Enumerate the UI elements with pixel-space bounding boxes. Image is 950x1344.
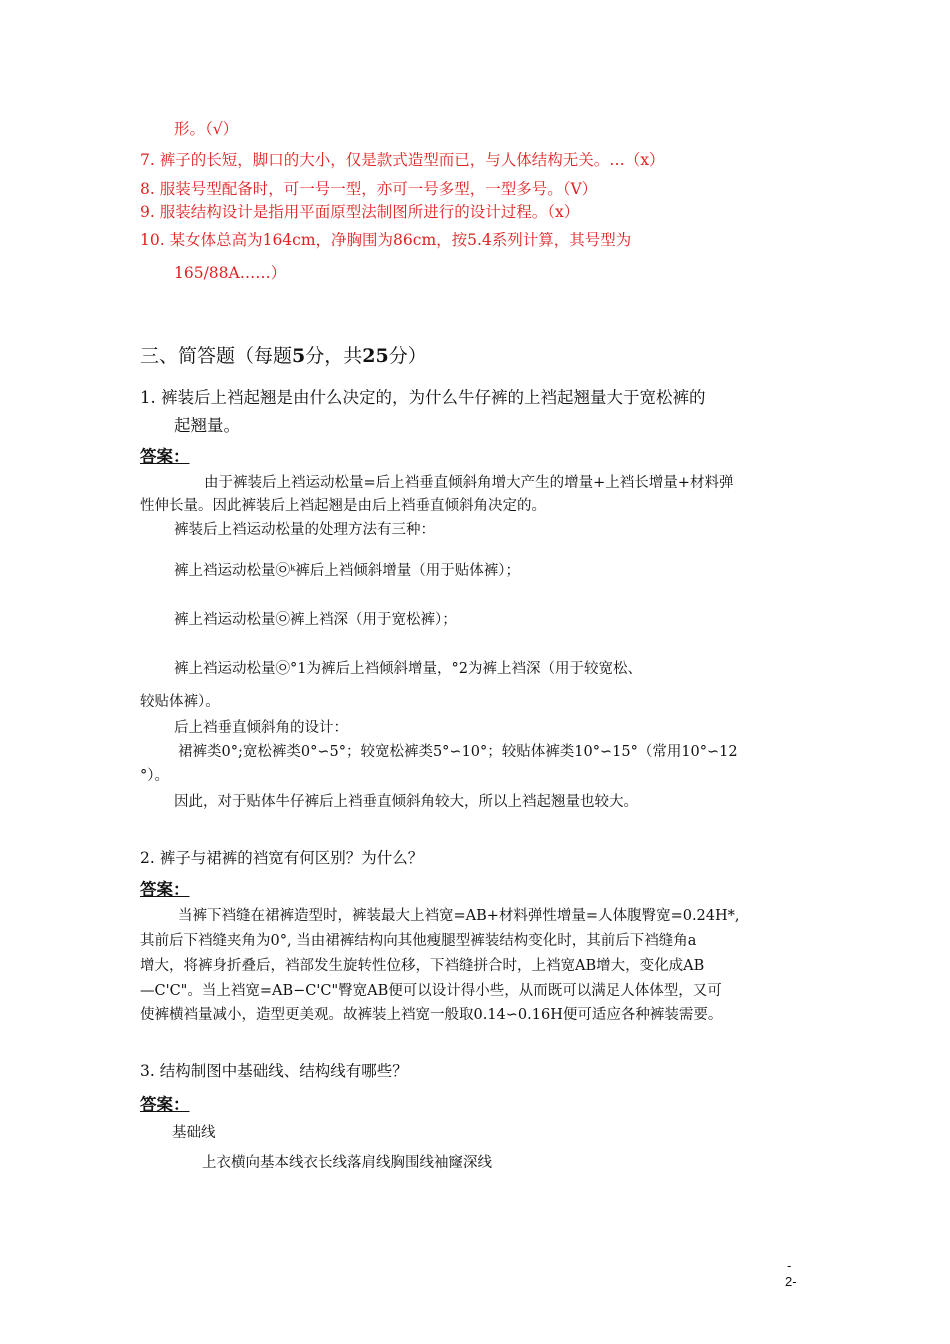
tf-item-10-line2: 165/88A……） — [174, 264, 287, 282]
section-heading — [140, 341, 427, 368]
q2-line3: 增大，将裤身折叠后，裆部发生旋转性位移，下裆缝拼合时，上裆宽AB增大，变化成AB — [140, 958, 705, 974]
page-number-dash: - — [787, 1258, 792, 1273]
q1-p8: 因此，对于贴体牛仔裤后上裆垂直倾斜角较大，所以上裆起翘量也较大。 — [174, 794, 638, 810]
q1-p7-line1: 裙裤类0°;宽松裤类0°∽5°；较宽松裤类5°∽10°；较贴体裤类10°∽15°（常用10°∽12 — [178, 744, 738, 760]
q1-p1-line1: 由于裤装后上裆运动松量=后上裆垂直倾斜角增大产生的增量+上裆长增量+材料弹 — [204, 475, 734, 491]
q1-p6: 后上裆垂直倾斜角的设计： — [174, 720, 348, 736]
q3-question: 3. 结构制图中基础线、结构线有哪些？ — [140, 1062, 408, 1080]
q2-line2: 其前后下裆缝夹角为0°, 当由裙裤结构向其他瘦腿型裤装结构变化时，其前后下裆缝角a — [140, 933, 697, 949]
q1-question-line2: 起翘量。 — [174, 416, 240, 435]
q1-p4: 裤上裆运动松量㉧裤上裆深（用于宽松裤）； — [174, 612, 457, 628]
section-heading-num1: 5 — [292, 345, 306, 367]
page-number: 2- — [785, 1274, 797, 1289]
q1-p5-line1: 裤上裆运动松量㉧°1为裤后上裆倾斜增量，°2为裤上裆深（用于较宽松、 — [174, 661, 642, 677]
q1-p2: 裤装后上裆运动松量的处理方法有三种： — [174, 522, 435, 538]
section-heading-mid: 分，共 — [305, 345, 363, 367]
section-heading-prefix: 三、简答题（每题 — [140, 345, 293, 367]
q3-line2: 上衣横向基本线衣长线落肩线胸围线袖窿深线 — [202, 1155, 492, 1171]
q1-question-line1: 1. 裤装后上裆起翘是由什么决定的，为什么牛仔裤的上裆起翘量大于宽松裤的 — [140, 388, 706, 407]
section-heading-num2: 25 — [362, 345, 389, 367]
q3-answer-label: 答案： — [140, 1095, 190, 1114]
q2-line5: 使裤横裆量减小，造型更美观。故裤装上裆宽一般取0.14∽0.16H便可适应各种裤装需要。 — [140, 1007, 723, 1023]
q1-p5-line2: 较贴体裤）。 — [140, 694, 220, 710]
q2-answer-label: 答案： — [140, 880, 190, 899]
q1-p7-line2: °）。 — [140, 768, 169, 784]
q2-question: 2. 裤子与裙裤的裆宽有何区别？为什么？ — [140, 849, 424, 867]
q1-p1-line2: 性伸长量。因此裤装后上裆起翘是由后上裆垂直倾斜角决定的。 — [140, 498, 546, 514]
tf-item-7: 7. 裤子的长短，脚口的大小，仅是款式造型而已，与人体结构无关。…（x） — [140, 151, 665, 169]
section-heading-suffix: 分） — [388, 345, 427, 367]
q2-line1: 当裤下裆缝在裙裤造型时，裤装最大上裆宽=AB+材料弹性增量=人体腹臀宽=0.24H*, — [178, 908, 740, 924]
q1-p3: 裤上裆运动松量㉧ᵏ裤后上裆倾斜增量（用于贴体裤）； — [174, 563, 521, 579]
q2-line4: —C'C"。当上裆宽=AB−C'C"臀宽AB便可以设计得小些，从而既可以满足人体体型，又可 — [140, 983, 722, 999]
tf-item-6-tail: 形。（√） — [174, 120, 239, 138]
q3-line1: 基础线 — [172, 1125, 216, 1141]
tf-item-9: 9. 服装结构设计是指用平面原型法制图所进行的设计过程。（x） — [140, 203, 580, 221]
q1-answer-label: 答案： — [140, 447, 190, 466]
tf-item-10-line1: 10. 某女体总高为164cm，净胸围为86cm，按5.4系列计算，其号型为 — [140, 231, 632, 249]
tf-item-8: 8. 服装号型配备时，可一号一型，亦可一号多型，一型多号。（V） — [140, 180, 598, 198]
